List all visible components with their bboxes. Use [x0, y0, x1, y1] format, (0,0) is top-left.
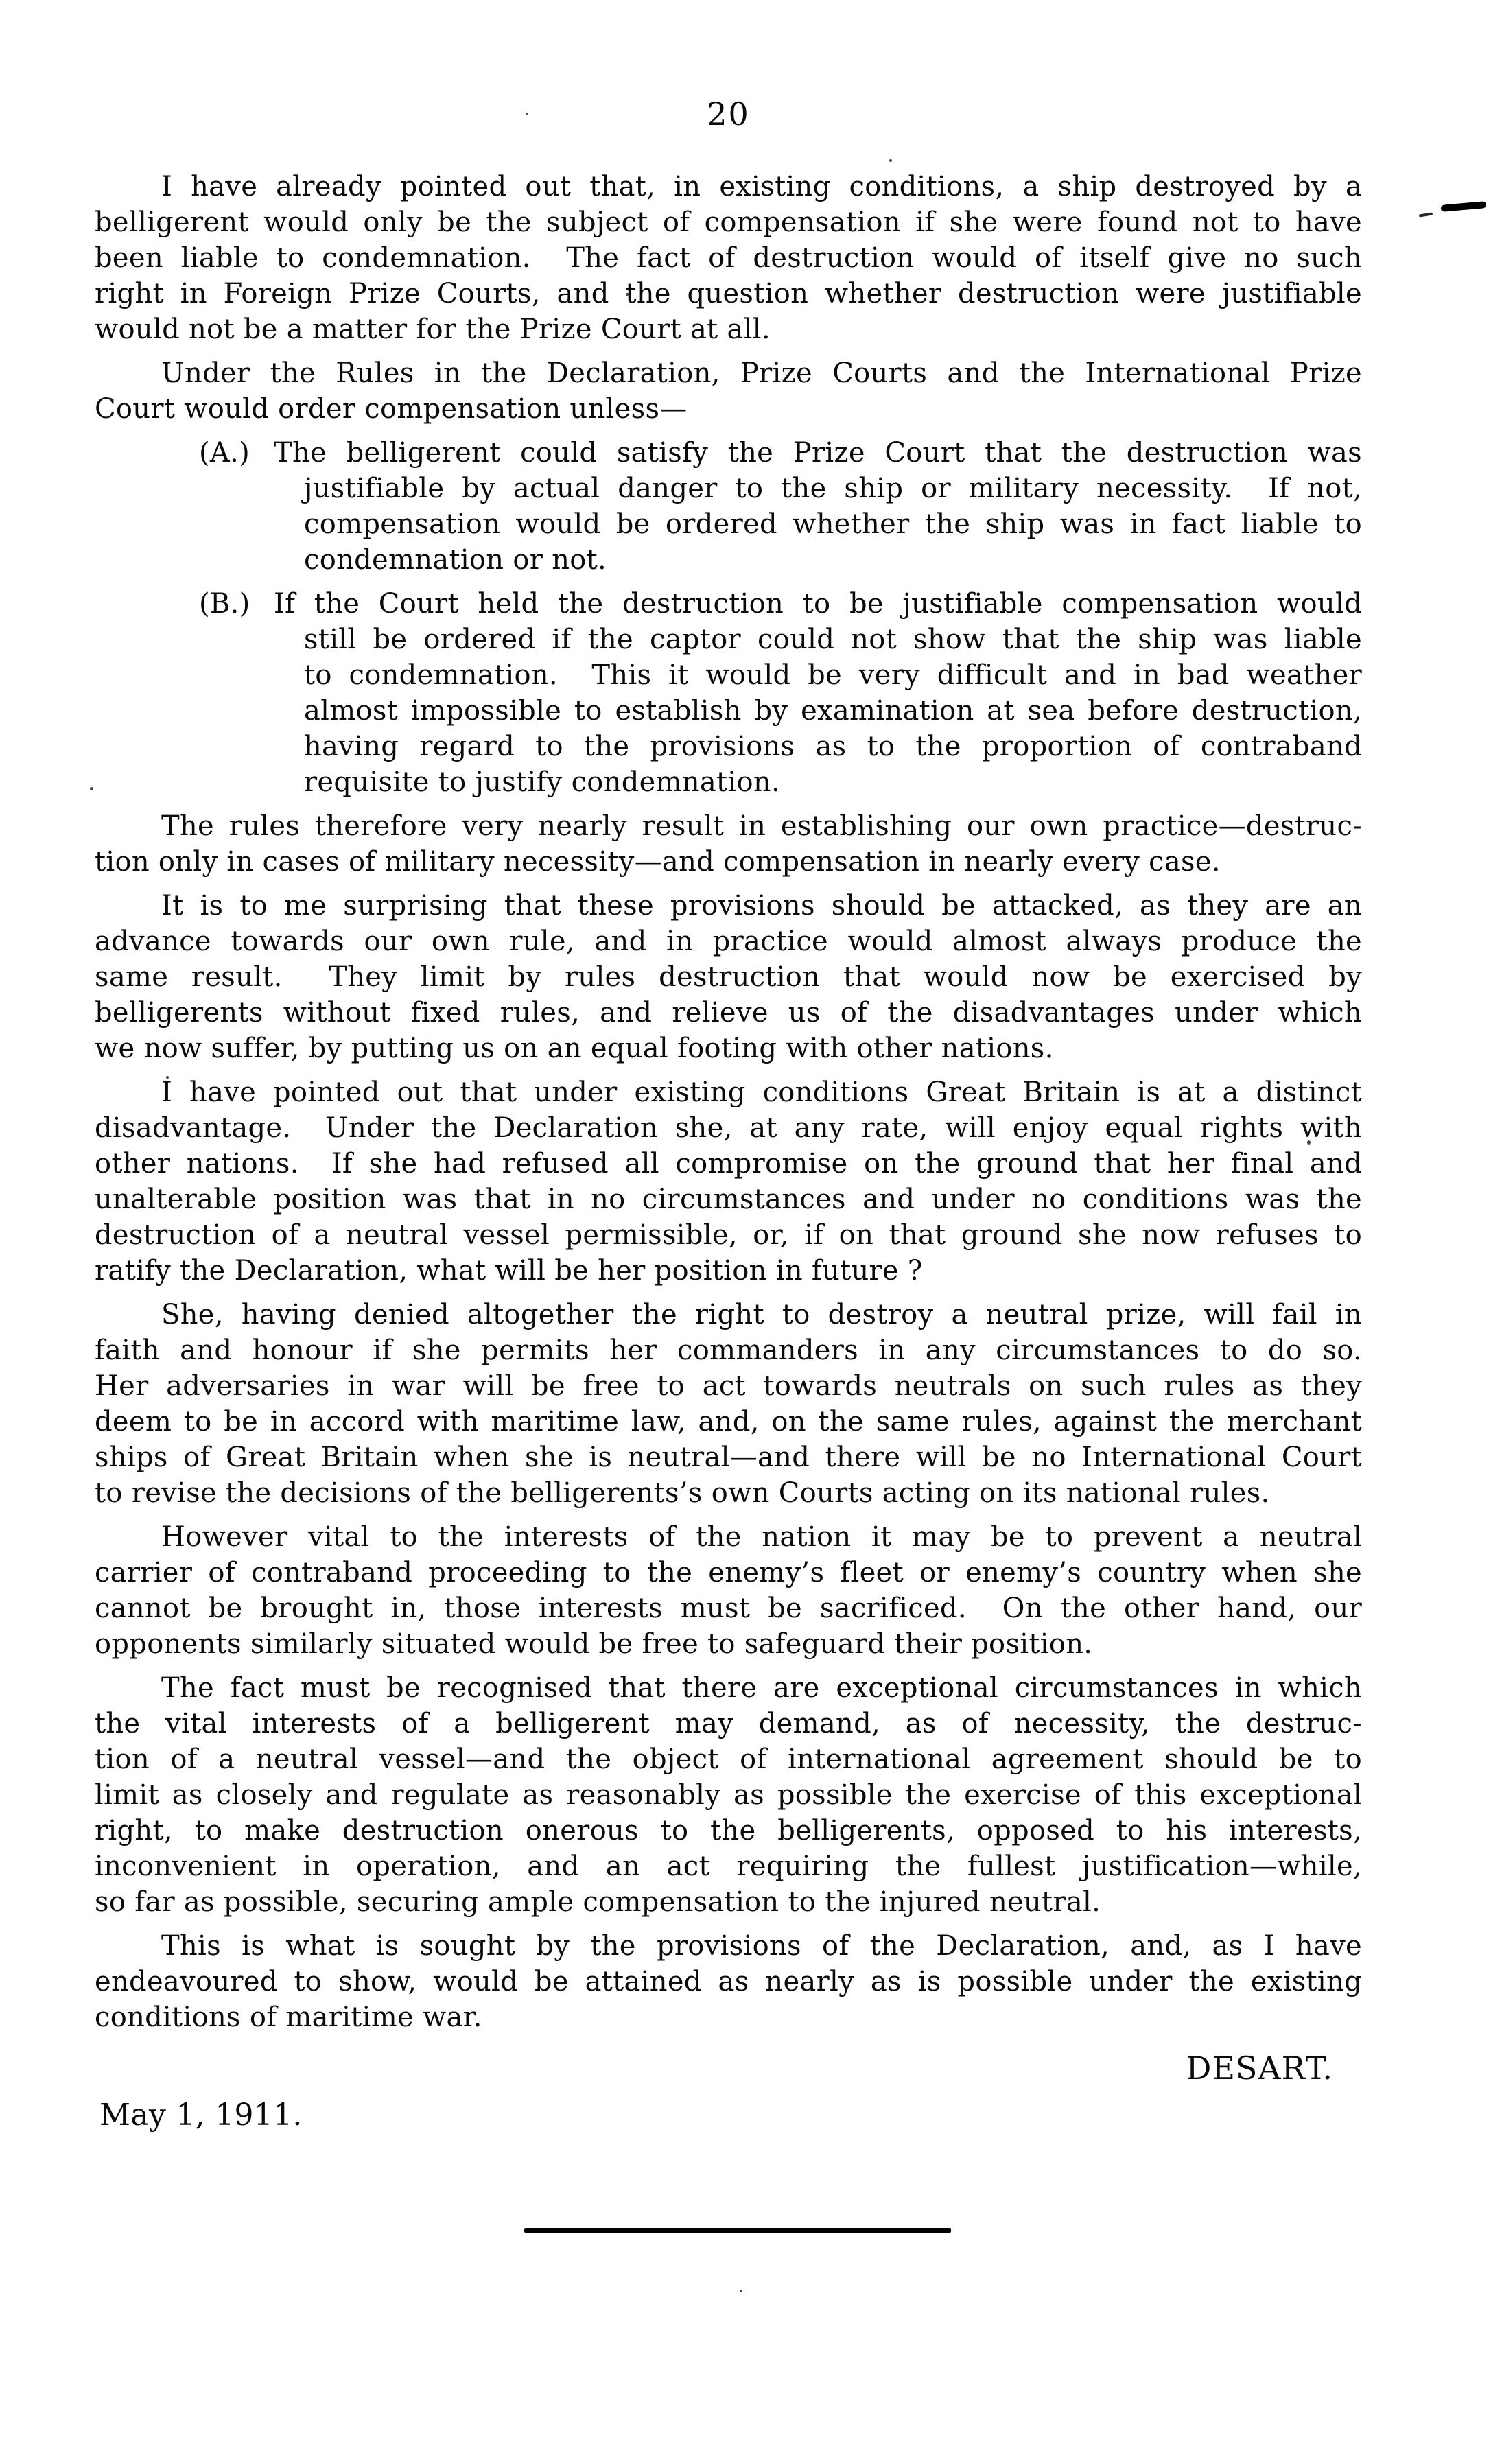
body-paragraph	[95, 808, 1362, 880]
text-line: still be ordered if the captor could not show that the ship was liable	[304, 624, 1362, 655]
text-line: advance towards our own rule, and in practice would almost always produce the	[95, 926, 1362, 957]
body-paragraph	[95, 169, 1362, 347]
text-line: The rules therefore very nearly result in establishing our own practice—destruc-	[161, 810, 1362, 842]
signature: DESART.	[1186, 2050, 1333, 2087]
text-line: the vital interests of a belligerent may demand, as of necessity, the destruc-	[95, 1708, 1362, 1739]
page-number: 20	[707, 95, 750, 132]
text-line: right in Foreign Prize Courts, and the question whether destruction were justifiable	[95, 278, 1362, 309]
body-paragraph	[95, 1075, 1362, 1289]
text-line: right, to make destruction onerous to the belligerents, opposed to his interests,	[95, 1815, 1362, 1846]
text-line: opponents similarly situated would be free to safeguard their position.	[95, 1628, 1093, 1660]
text-line: Her adversaries in war will be free to act towards neutrals on such rules as they	[95, 1370, 1362, 1402]
text-line: faith and honour if she permits her commanders in any circumstances to do so.	[95, 1335, 1362, 1366]
body-paragraph	[95, 1670, 1362, 1920]
text-line: to condemnation. This it would be very difficult and in bad weather	[304, 659, 1362, 691]
text-line: I have already pointed out that, in existing conditions, a ship destroyed by a	[161, 171, 1362, 202]
text-line: inconvenient in operation, and an act requiring the fullest justification—while,	[95, 1851, 1362, 1882]
text-line: conditions of maritime war.	[95, 2002, 482, 2033]
text-line: requisite to justify condemnation.	[304, 766, 780, 798]
text-line: compensation would be ordered whether the ship was in fact liable to	[304, 508, 1362, 540]
text-line: belligerents without fixed rules, and relieve us of the disadvantages under which	[95, 997, 1362, 1029]
text-line: justifiable by actual danger to the ship or military necessity. If not,	[304, 473, 1362, 504]
body-paragraph	[95, 1928, 1362, 2035]
text-line: belligerent would only be the subject of compensation if she were found not to have	[95, 207, 1362, 238]
text-line: The fact must be recognised that there are exceptional circumstances in which	[161, 1672, 1362, 1704]
text-line: Under the Rules in the Declaration, Prize Courts and the International Prize	[161, 357, 1362, 389]
list-marker: (B.)	[199, 588, 250, 620]
text-line: other nations. If she had refused all compromise on the ground that her final and	[95, 1148, 1362, 1180]
date-line: May 1, 1911.	[99, 2098, 303, 2133]
text-line: endeavoured to show, would be attained as nearly as is possible under the existing	[95, 1966, 1362, 1997]
ink-mark-tail	[1419, 212, 1433, 217]
text-line: having regard to the provisions as to the proportion of contraband	[304, 731, 1362, 762]
list-paragraph	[95, 586, 1362, 800]
text-line: The belligerent could satisfy the Prize Court that the destruction was	[274, 437, 1362, 469]
text-line: ratify the Declaration, what will be her position in future ?	[95, 1255, 923, 1287]
text-line: almost impossible to establish by examination at sea before destruction,	[304, 695, 1362, 727]
scan-speck	[90, 787, 93, 790]
text-line: If the Court held the destruction to be justifiable compensation would	[274, 588, 1362, 620]
paragraphs	[95, 169, 1362, 2035]
body-paragraph	[95, 1297, 1362, 1511]
text-line: we now suffer, by putting us on an equal footing with other nations.	[95, 1033, 1054, 1064]
text-line: unalterable position was that in no circumstances and under no conditions was the	[95, 1184, 1362, 1215]
body-paragraph	[95, 1519, 1362, 1662]
text-line: ships of Great Britain when she is neutral—and there will be no International Court	[95, 1442, 1362, 1473]
text-line: same result. They limit by rules destruction that would now be exercised by	[95, 961, 1362, 993]
text-line: been liable to condemnation. The fact of destruction would of itself give no such	[95, 242, 1362, 274]
text-line: Court would order compensation unless—	[95, 393, 688, 425]
text-line: carrier of contraband proceeding to the enemy’s fleet or enemy’s country when she	[95, 1557, 1362, 1588]
text-line: destruction of a neutral vessel permissible, or, if on that ground she now refuses to	[95, 1219, 1362, 1251]
text-line: would not be a matter for the Prize Court at all.	[95, 314, 771, 345]
text-line: She, having denied altogether the right to destroy a neutral prize, will fail in	[161, 1299, 1362, 1330]
list-marker: (A.)	[199, 437, 250, 469]
text-line: tion of a neutral vessel—and the object of international agreement should be to	[95, 1744, 1362, 1775]
text-line: However vital to the interests of the nation it may be to prevent a neutral	[161, 1521, 1362, 1553]
text-line: tion only in cases of military necessity—and compensation in nearly every case.	[95, 846, 1221, 878]
text-line: This is what is sought by the provisions of the Declaration, and, as I have	[161, 1930, 1362, 1962]
text-line: to revise the decisions of the belligerents’s own Courts acting on its national rules.	[95, 1477, 1270, 1509]
list-paragraph	[95, 435, 1362, 578]
text-line: limit as closely and regulate as reasonably as possible the exercise of this exceptional	[95, 1779, 1362, 1811]
text-line: condemnation or not.	[304, 544, 607, 576]
text-line: deem to be in accord with maritime law, and, on the same rules, against the merchant	[95, 1406, 1362, 1438]
body-paragraph	[95, 355, 1362, 427]
section-end-rule	[524, 2228, 951, 2233]
text-block	[95, 169, 1362, 2133]
text-line: cannot be brought in, those interests must be sacrificed. On the other hand, our	[95, 1593, 1362, 1624]
text-line: so far as possible, securing ample compensation to the injured neutral.	[95, 1886, 1101, 1918]
body-paragraph	[95, 888, 1362, 1066]
scan-speck	[526, 113, 528, 115]
text-line: disadvantage. Under the Declaration she, at any rate, will enjoy equal rights with	[95, 1112, 1362, 1144]
text-line: It is to me surprising that these provisions should be attacked, as they are an	[161, 890, 1362, 922]
text-line: I have pointed out that under existing conditions Great Britain is at a distinct	[161, 1077, 1362, 1108]
ink-mark	[1441, 201, 1487, 212]
scan-speck	[889, 159, 892, 162]
scan-speck	[740, 2290, 742, 2292]
